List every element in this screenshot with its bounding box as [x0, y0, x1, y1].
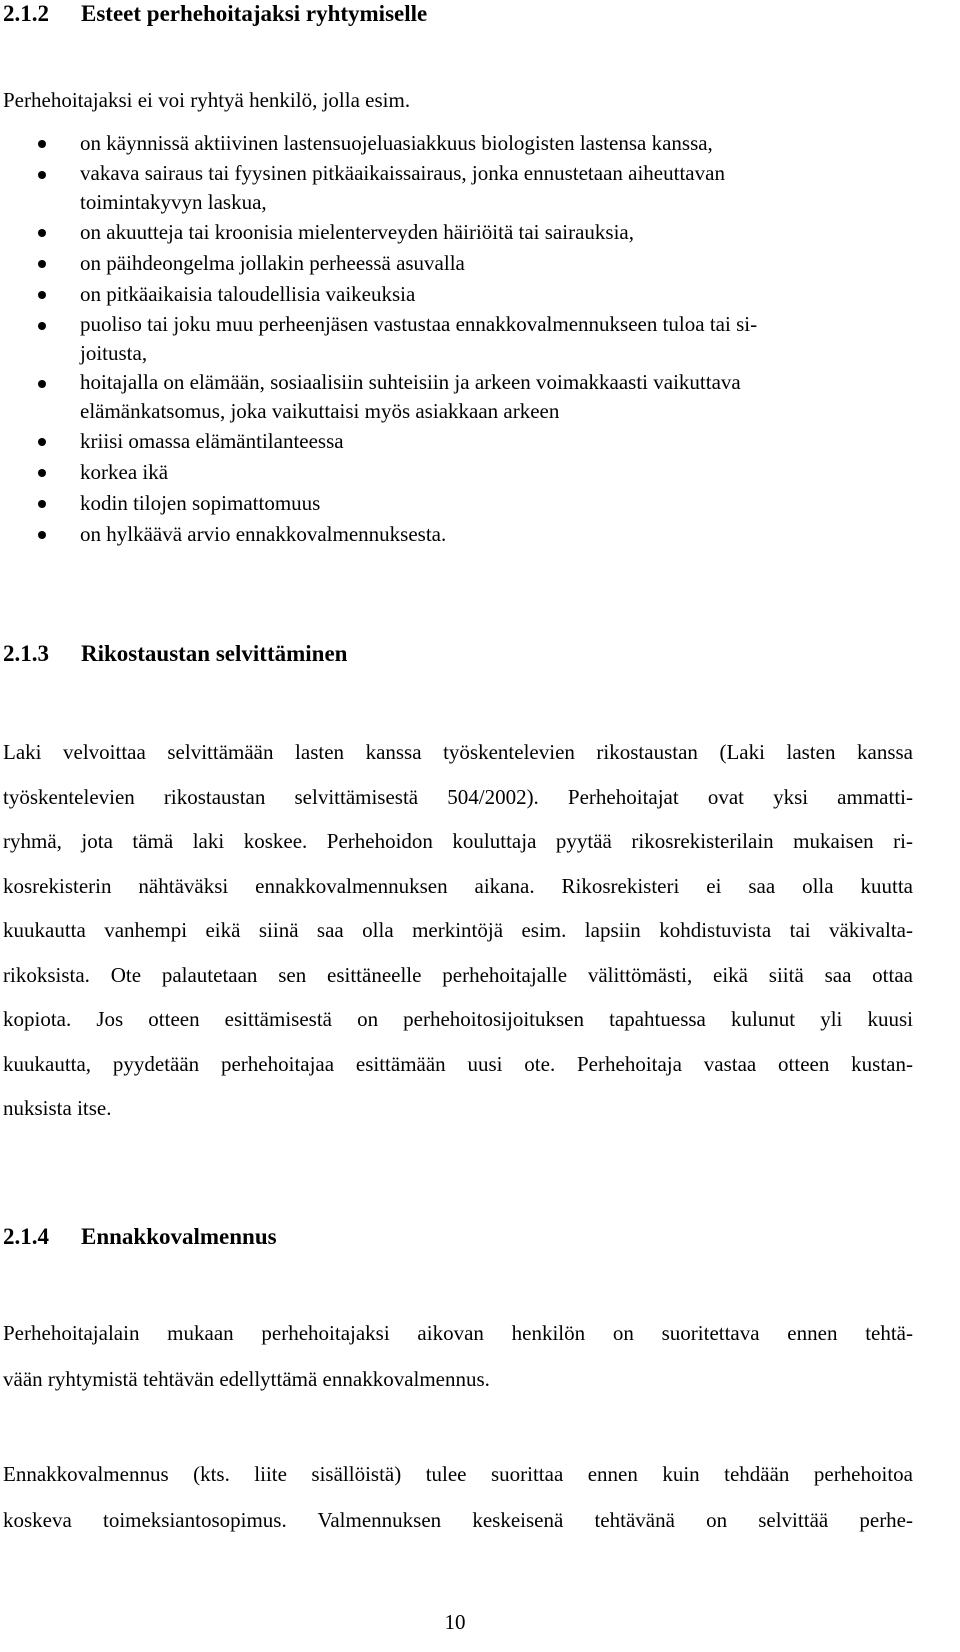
- paragraph-line: koskeva toimeksiantosopimus. Valmennuksen keskeisenä tehtävänä on selvittää perhe-: [3, 1508, 913, 1532]
- paragraph-line: rikoksista. Ote palautetaan sen esittäneelle perhehoitajalle välittömästi, eikä siitä saa ottaa: [3, 962, 913, 987]
- list-item-text: korkea ikä: [80, 460, 169, 484]
- list-item: [0, 368, 960, 426]
- list-item-text: on akuutteja tai kroonisia mielenterveyden häiriöitä tai sairauksia,: [80, 220, 634, 244]
- paragraph-line: Perhehoitajalain mukaan perhehoitajaksi aikovan henkilön on suoritettava ennen tehtä-: [3, 1321, 913, 1345]
- paragraph-line: ryhmä, jota tämä laki koskee. Perhehoidon kouluttaja pyytää rikosrekisterilain mukaisen ri-: [3, 829, 913, 853]
- bullet-icon: [38, 380, 46, 388]
- list-item-text: on käynnissä aktiivinen lastensuojeluasiakkuus biologisten lastensa kanssa,: [80, 131, 713, 155]
- list-item: [0, 128, 960, 159]
- list-item-text: kodin tilojen sopimattomuus: [80, 491, 321, 515]
- paragraph-line: vään ryhtymistä tehtävän edellyttämä ennakkovalmennus.: [3, 1367, 490, 1391]
- list-item-text: on pitkäaikaisia taloudellisia vaikeuksia: [80, 282, 416, 306]
- section-number: 2.1.3: [3, 641, 49, 666]
- bullet-icon: [38, 438, 46, 446]
- bullet-icon: [38, 500, 46, 508]
- list-item-text: vakava sairaus tai fyysinen pitkäaikaissairaus, jonka ennustetaan aiheuttavan: [80, 161, 725, 185]
- paragraph-line: työskentelevien rikostaustan selvittämisestä 504/2002). Perhehoitajat ovat yksi ammatti-: [3, 784, 913, 809]
- section-number: 2.1.2: [3, 1, 49, 26]
- bullet-icon: [38, 469, 46, 477]
- list-item-text: toimintakyvyn laskua,: [80, 190, 267, 214]
- paragraph-line: Ennakkovalmennus (kts. liite sisällöistä) tulee suorittaa ennen kuin tehdään perhehoitoa: [3, 1462, 913, 1486]
- section-title: Ennakkovalmennus: [81, 1224, 277, 1249]
- list-item: [0, 488, 960, 519]
- list-item-text: puoliso tai joku muu perheenjäsen vastustaa ennakkovalmennukseen tuloa tai si-: [80, 312, 758, 336]
- list-item: [0, 217, 960, 248]
- bullet-icon: [38, 171, 46, 179]
- section-number: 2.1.4: [3, 1224, 49, 1249]
- ennakkovalmennus-paragraph-2: [3, 1451, 913, 1543]
- rikostausta-paragraph: [3, 730, 913, 1131]
- bullet-list: [0, 128, 960, 550]
- list-item: [0, 519, 960, 550]
- list-item-text: kriisi omassa elämäntilanteessa: [80, 429, 344, 453]
- bullet-icon: [38, 291, 46, 299]
- list-item-text: on päihdeongelma jollakin perheessä asuvalla: [80, 251, 465, 275]
- list-item: [0, 248, 960, 279]
- section-title: Esteet perhehoitajaksi ryhtymiselle: [81, 1, 428, 26]
- bullet-icon: [38, 140, 46, 148]
- list-item-text: on hylkäävä arvio ennakkovalmennuksesta.: [80, 522, 447, 546]
- list-item: [0, 159, 960, 217]
- paragraph-line: kopiota. Jos otteen esittämisestä on perhehoitosijoituksen tapahtuessa kulunut yli kuusi: [3, 1007, 913, 1031]
- intro-text: Perhehoitajaksi ei voi ryhtyä henkilö, jolla esim.: [3, 88, 411, 112]
- list-item: [0, 457, 960, 488]
- intro-paragraph: [3, 86, 913, 114]
- paragraph-line: kuukautta, pyydetään perhehoitajaa esittämään uusi ote. Perhehoitaja vastaa otteen kustan-: [3, 1051, 913, 1076]
- paragraph-line: kosrekisterin nähtäväksi ennakkovalmennuksen aikana. Rikosrekisteri ei saa olla kuutta: [3, 873, 913, 898]
- paragraph-line: kuukautta vanhempi eikä siinä saa olla merkintöjä esim. lapsiin kohdistuvista tai väkivalta-: [3, 918, 913, 942]
- section-heading-2-1-3: [3, 640, 347, 668]
- section-heading-2-1-4: [3, 1223, 277, 1251]
- bullet-icon: [38, 229, 46, 237]
- list-item: [0, 279, 960, 310]
- paragraph-line: nuksista itse.: [3, 1096, 112, 1120]
- list-item-text: hoitajalla on elämään, sosiaalisiin suhteisiin ja arkeen voimakkaasti vaikuttava: [80, 370, 741, 394]
- section-title: Rikostaustan selvittäminen: [81, 641, 348, 666]
- bullet-icon: [38, 531, 46, 539]
- list-item: [0, 426, 960, 457]
- paragraph-line: Laki velvoittaa selvittämään lasten kanssa työskentelevien rikostaustan (Laki lasten kanssa: [3, 740, 913, 764]
- list-item-text: joitusta,: [80, 341, 148, 365]
- page-number: 10: [444, 1610, 466, 1634]
- list-item-text: elämänkatsomus, joka vaikuttaisi myös asiakkaan arkeen: [80, 399, 560, 423]
- section-heading-2-1-2: [3, 0, 427, 28]
- list-item: [0, 310, 960, 368]
- bullet-icon: [38, 322, 46, 330]
- ennakkovalmennus-paragraph-1: [3, 1310, 913, 1402]
- bullet-icon: [38, 260, 46, 268]
